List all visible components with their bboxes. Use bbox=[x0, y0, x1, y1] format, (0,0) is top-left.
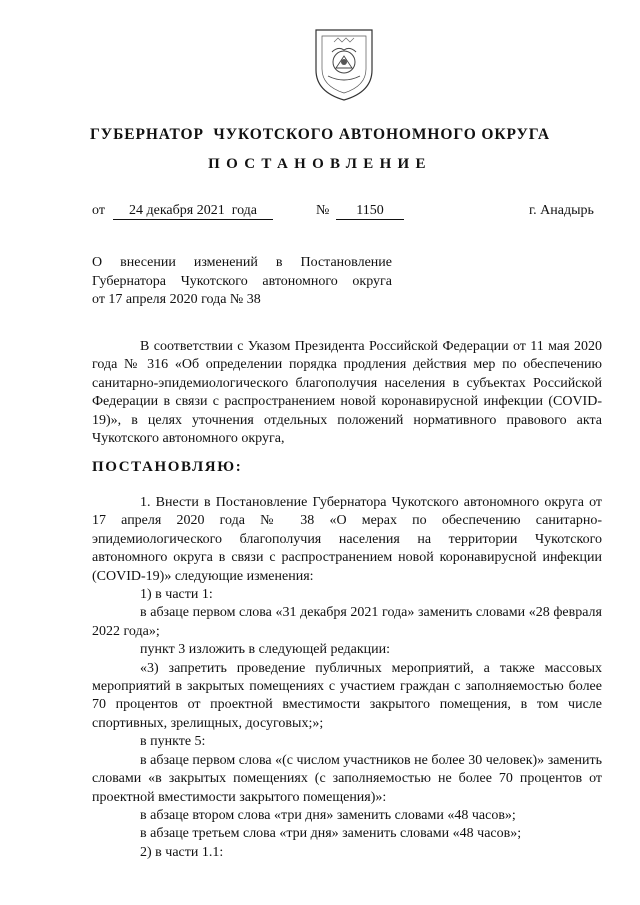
preamble-text: В соответствии с Указом Президента Российской Федерации от 11 мая 2020 года № 316 «Об определении порядка продления действия мер по обеспечению санитарно-эпидемиологического благополучия населения в субъектах Российской Федерации в связи с распространением новой коронавирусной инфекции (COVID-19)», в целях уточнения отдельных положений нормативного правового акта Чукотского автономного округа, bbox=[92, 339, 602, 447]
body-paragraph: 1. Внести в Постановление Губернатора Чукотского автономного округа от 17 апреля 2020 года № 38 «О мерах по обеспечению санитарно-эпидемиологического благополучия населения на территории Чукотского автономного округа в связи с распространением новой коронавирусной инфекции (COVID-19)» следующие изменения: bbox=[92, 495, 602, 584]
body-paragraph: в абзаце первом слова «31 декабря 2021 года» заменить словами «28 февраля 2022 года»; bbox=[92, 605, 602, 639]
subject-line: от 17 апреля 2020 года № 38 bbox=[92, 292, 261, 307]
date-prefix: от bbox=[92, 203, 105, 218]
document-subject bbox=[92, 254, 392, 310]
body-paragraph: в пункте 5: bbox=[140, 734, 206, 750]
body-paragraph: в абзаце третьем слова «три дня» заменить словами «48 часов»; bbox=[140, 826, 522, 842]
document-type-heading: ПОСТАНОВЛЕНИЕ bbox=[208, 156, 432, 172]
preamble bbox=[92, 338, 602, 448]
body-paragraph: 2) в части 1.1: bbox=[140, 844, 224, 860]
document-date: 24 декабря 2021 года bbox=[113, 203, 273, 220]
coat-of-arms-icon bbox=[308, 22, 380, 102]
decree-word: ПОСТАНОВЛЯЮ: bbox=[92, 459, 243, 475]
subject-line: Губернатора Чукотского автономного округа bbox=[92, 273, 392, 289]
document-number: 1150 bbox=[336, 203, 404, 220]
document-body bbox=[92, 494, 602, 862]
body-paragraph: пункт 3 изложить в следующей редакции: bbox=[140, 642, 390, 658]
issue-city: г. Анадырь bbox=[529, 203, 594, 218]
body-paragraph: в абзаце первом слова «(с числом участников не более 30 человек)» заменить словами «в закрытых помещениях (с заполняемостью не более 70 процентов от проектной вместимости закрытого помещения)»: bbox=[92, 752, 602, 805]
authority-heading: ГУБЕРНАТОР ЧУКОТСКОГО АВТОНОМНОГО ОКРУГА bbox=[90, 126, 550, 143]
body-paragraph: 1) в части 1: bbox=[140, 587, 213, 603]
subject-line: О внесении изменений в Постановление bbox=[92, 255, 392, 270]
body-paragraph: «3) запретить проведение публичных мероприятий, а также массовых мероприятий в закрытых помещениях с участием граждан с заполняемостью более 70 процентов от проектной вместимости закрытого помещения, в том числе спортивных, зрелищных, досуговых;»; bbox=[92, 660, 602, 731]
body-paragraph: в абзаце втором слова «три дня» заменить словами «48 часов»; bbox=[140, 807, 516, 823]
number-prefix: № bbox=[316, 203, 330, 218]
